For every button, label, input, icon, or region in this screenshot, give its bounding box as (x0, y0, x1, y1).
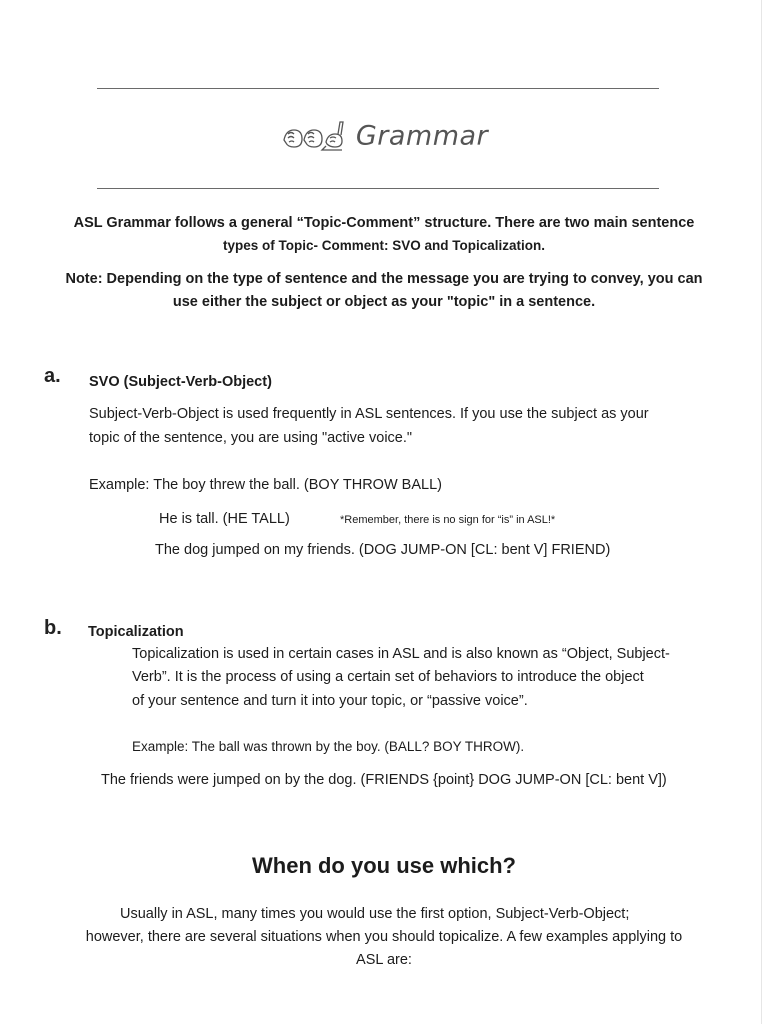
document-title (0, 118, 768, 154)
intro-line-1: ASL Grammar follows a general “Topic-Comment” structure. There are two main sentence (73, 215, 695, 231)
section-b-example-1: Example: The ball was thrown by the boy. (BALL? BOY THROW). (132, 739, 525, 754)
section-a-example-3: The dog jumped on my friends. (DOG JUMP-ON [CL: bent V] FRIEND) (155, 542, 611, 558)
note-line-2: use either the subject or object as your "topic" in a sentence. (172, 294, 596, 310)
section-a-marker: a. (44, 365, 61, 387)
section-b-body-line-1: Topicalization is used in certain cases in ASL and is also known as “Object, Subject- (132, 646, 670, 662)
section-a-body-line-2: topic of the sentence, you are using "active voice." (89, 430, 413, 446)
section-a-note: *Remember, there is no sign for “is” in ASL!* (340, 514, 556, 526)
top-rule (97, 88, 659, 89)
title-word: Grammar (355, 120, 489, 152)
which-line-1: Usually in ASL, many times you would use the first option, Subject-Verb-Object; (120, 906, 630, 922)
section-b-body-line-3: of your sentence and turn it into your topic, or “passive voice”. (132, 693, 528, 709)
section-b-marker: b. (44, 617, 62, 639)
intro-line-2: types of Topic- Comment: SVO and Topicalization. (222, 238, 546, 253)
section-a-body-line-1: Subject-Verb-Object is used frequently in ASL sentences. If you use the subject as your (89, 406, 649, 422)
section-a-heading: SVO (Subject-Verb-Object) (89, 374, 272, 390)
section-a-example-1: Example: The boy threw the ball. (BOY THROW BALL) (89, 477, 442, 493)
which-heading: When do you use which? (252, 853, 516, 878)
section-a-example-2: He is tall. (HE TALL) (159, 511, 290, 527)
section-b-body-line-2: Verb”. It is the process of using a certain set of behaviors to introduce the object (132, 669, 644, 685)
section-b-heading: Topicalization (88, 624, 184, 640)
which-line-3: ASL are: (356, 952, 412, 968)
fingerspelled-asl-icon (280, 118, 352, 154)
section-b-example-2: The friends were jumped on by the dog. (FRIENDS {point} DOG JUMP-ON [CL: bent V]) (101, 772, 667, 788)
which-line-2: however, there are several situations when you should topicalize. A few examples applying to (85, 929, 683, 945)
note-line-1: Note: Depending on the type of sentence and the message you are trying to convey, you can (65, 271, 703, 287)
bottom-rule (97, 188, 659, 189)
